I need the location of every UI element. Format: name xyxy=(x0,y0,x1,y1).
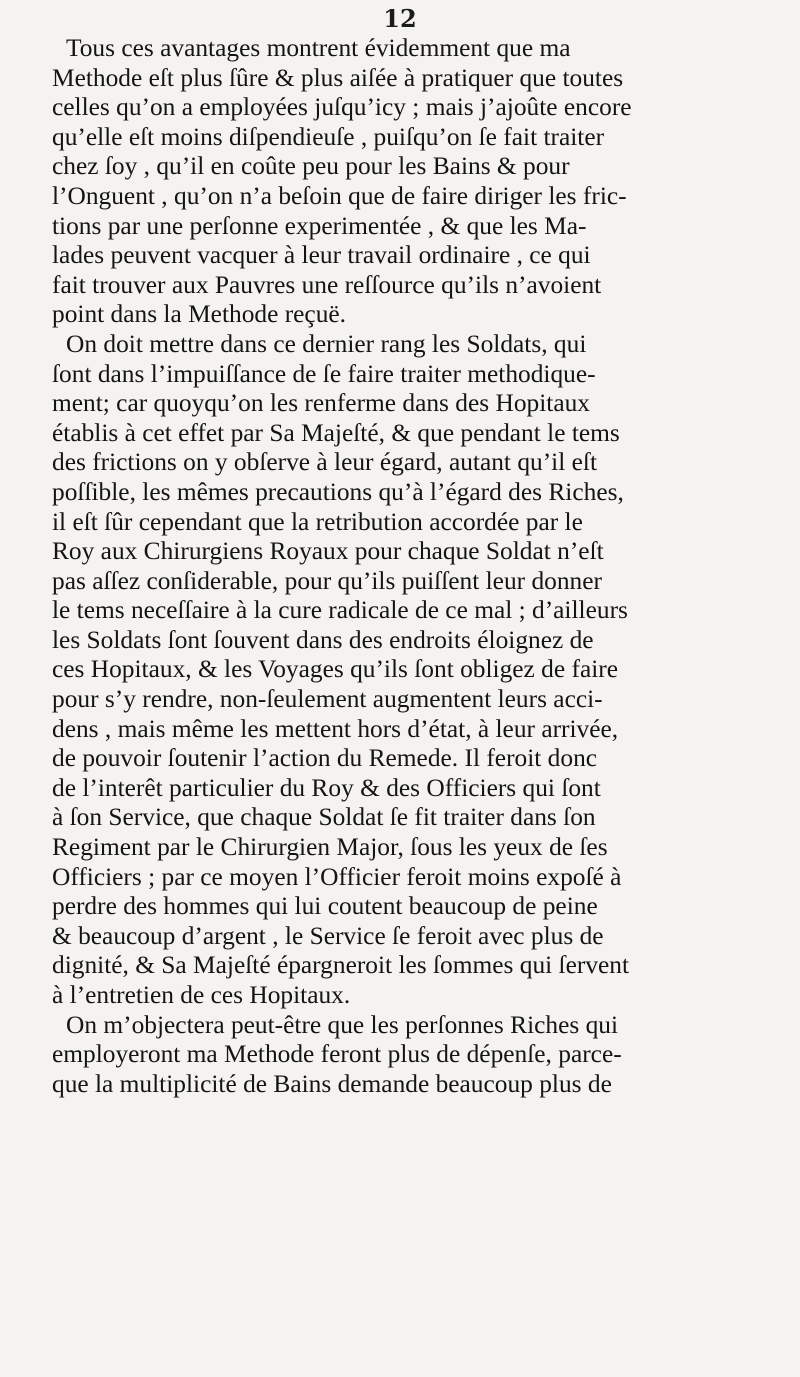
text-line: poſſible, les mêmes precautions qu’à l’égard des Riches, xyxy=(52,477,624,506)
text-line: ment; car quoyqu’on les renferme dans des Hopitaux xyxy=(52,389,590,418)
text-line: le tems neceſſaire à la cure radicale de ce mal ; d’ailleurs xyxy=(52,596,628,625)
text-line: fait trouver aux Pauvres une reſſource qu’ils n’avoient xyxy=(52,270,602,299)
text-line: de l’interêt particulier du Roy & des Officiers qui ſont xyxy=(52,773,601,802)
text-line: Regiment par le Chirurgien Major, ſous les yeux de ſes xyxy=(52,833,608,862)
text-line: dens , mais même les mettent hors d’état, à leur arrivée, xyxy=(52,714,619,743)
text-line: Officiers ; par ce moyen l’Officier feroit moins expoſé à xyxy=(52,862,622,891)
text-line: à ſon Service, que chaque Soldat ſe fit traiter dans ſon xyxy=(52,803,596,832)
text-line: celles qu’on a employées juſqu’icy ; mais j’ajoûte encore xyxy=(52,93,632,122)
body-text xyxy=(52,34,797,1099)
text-line: pas aſſez conſiderable, pour qu’ils puiſſent leur donner xyxy=(52,566,602,595)
text-line: chez ſoy , qu’il en coûte peu pour les Bains & pour xyxy=(52,152,570,181)
text-line: pour s’y rendre, non-ſeulement augmentent leurs acci- xyxy=(52,685,603,714)
text-line: des frictions on y obſerve à leur égard, autant qu’il eſt xyxy=(52,448,598,477)
text-line: les Soldats ſont ſouvent dans des endroits éloignez de xyxy=(52,625,594,654)
text-line: tions par une perſonne experimentée , & que les Ma- xyxy=(52,211,587,240)
text-line: dignité, & Sa Majeſté épargneroit les ſommes qui ſervent xyxy=(52,951,630,980)
text-line: établis à cet effet par Sa Majeſté, & que pendant le tems xyxy=(52,418,620,447)
page-number: 12 xyxy=(383,4,417,33)
text-line: lades peuvent vacquer à leur travail ordinaire , ce qui xyxy=(52,241,591,270)
text-line: employeront ma Methode feront plus de dépenſe, parce- xyxy=(52,1040,622,1069)
text-line: point dans la Methode reçuë. xyxy=(52,300,347,329)
text-line: Roy aux Chirurgiens Royaux pour chaque Soldat n’eſt xyxy=(52,537,604,566)
text-line: Methode eſt plus ſûre & plus aiſée à pratiquer que toutes xyxy=(52,63,624,92)
text-line: que la multiplicité de Bains demande beaucoup plus de xyxy=(52,1069,612,1098)
text-line: l’Onguent , qu’on n’a beſoin que de faire diriger les fric- xyxy=(52,181,627,210)
text-line: de pouvoir ſoutenir l’action du Remede. Il feroit donc xyxy=(52,744,598,773)
text-line: il eſt ſûr cependant que la retribution accordée par le xyxy=(52,507,583,536)
text-line: On m’objectera peut-être que les perſonnes Riches qui xyxy=(66,1010,619,1039)
text-line: perdre des hommes qui lui coutent beaucoup de peine xyxy=(52,892,598,921)
text-line: qu’elle eſt moins diſpendieuſe , puiſqu’on ſe fait traiter xyxy=(52,122,605,151)
text-line: ſont dans l’impuiſſance de ſe faire traiter methodique- xyxy=(52,359,596,388)
text-line: & beaucoup d’argent , le Service ſe feroit avec plus de xyxy=(52,921,604,950)
text-line: Tous ces avantages montrent évidemment que ma xyxy=(66,34,571,62)
text-line: à l’entretien de ces Hopitaux. xyxy=(52,981,351,1009)
text-line: On doit mettre dans ce dernier rang les Soldats, qui xyxy=(66,329,587,358)
text-line: ces Hopitaux, & les Voyages qu’ils ſont obligez de faire xyxy=(52,655,618,684)
